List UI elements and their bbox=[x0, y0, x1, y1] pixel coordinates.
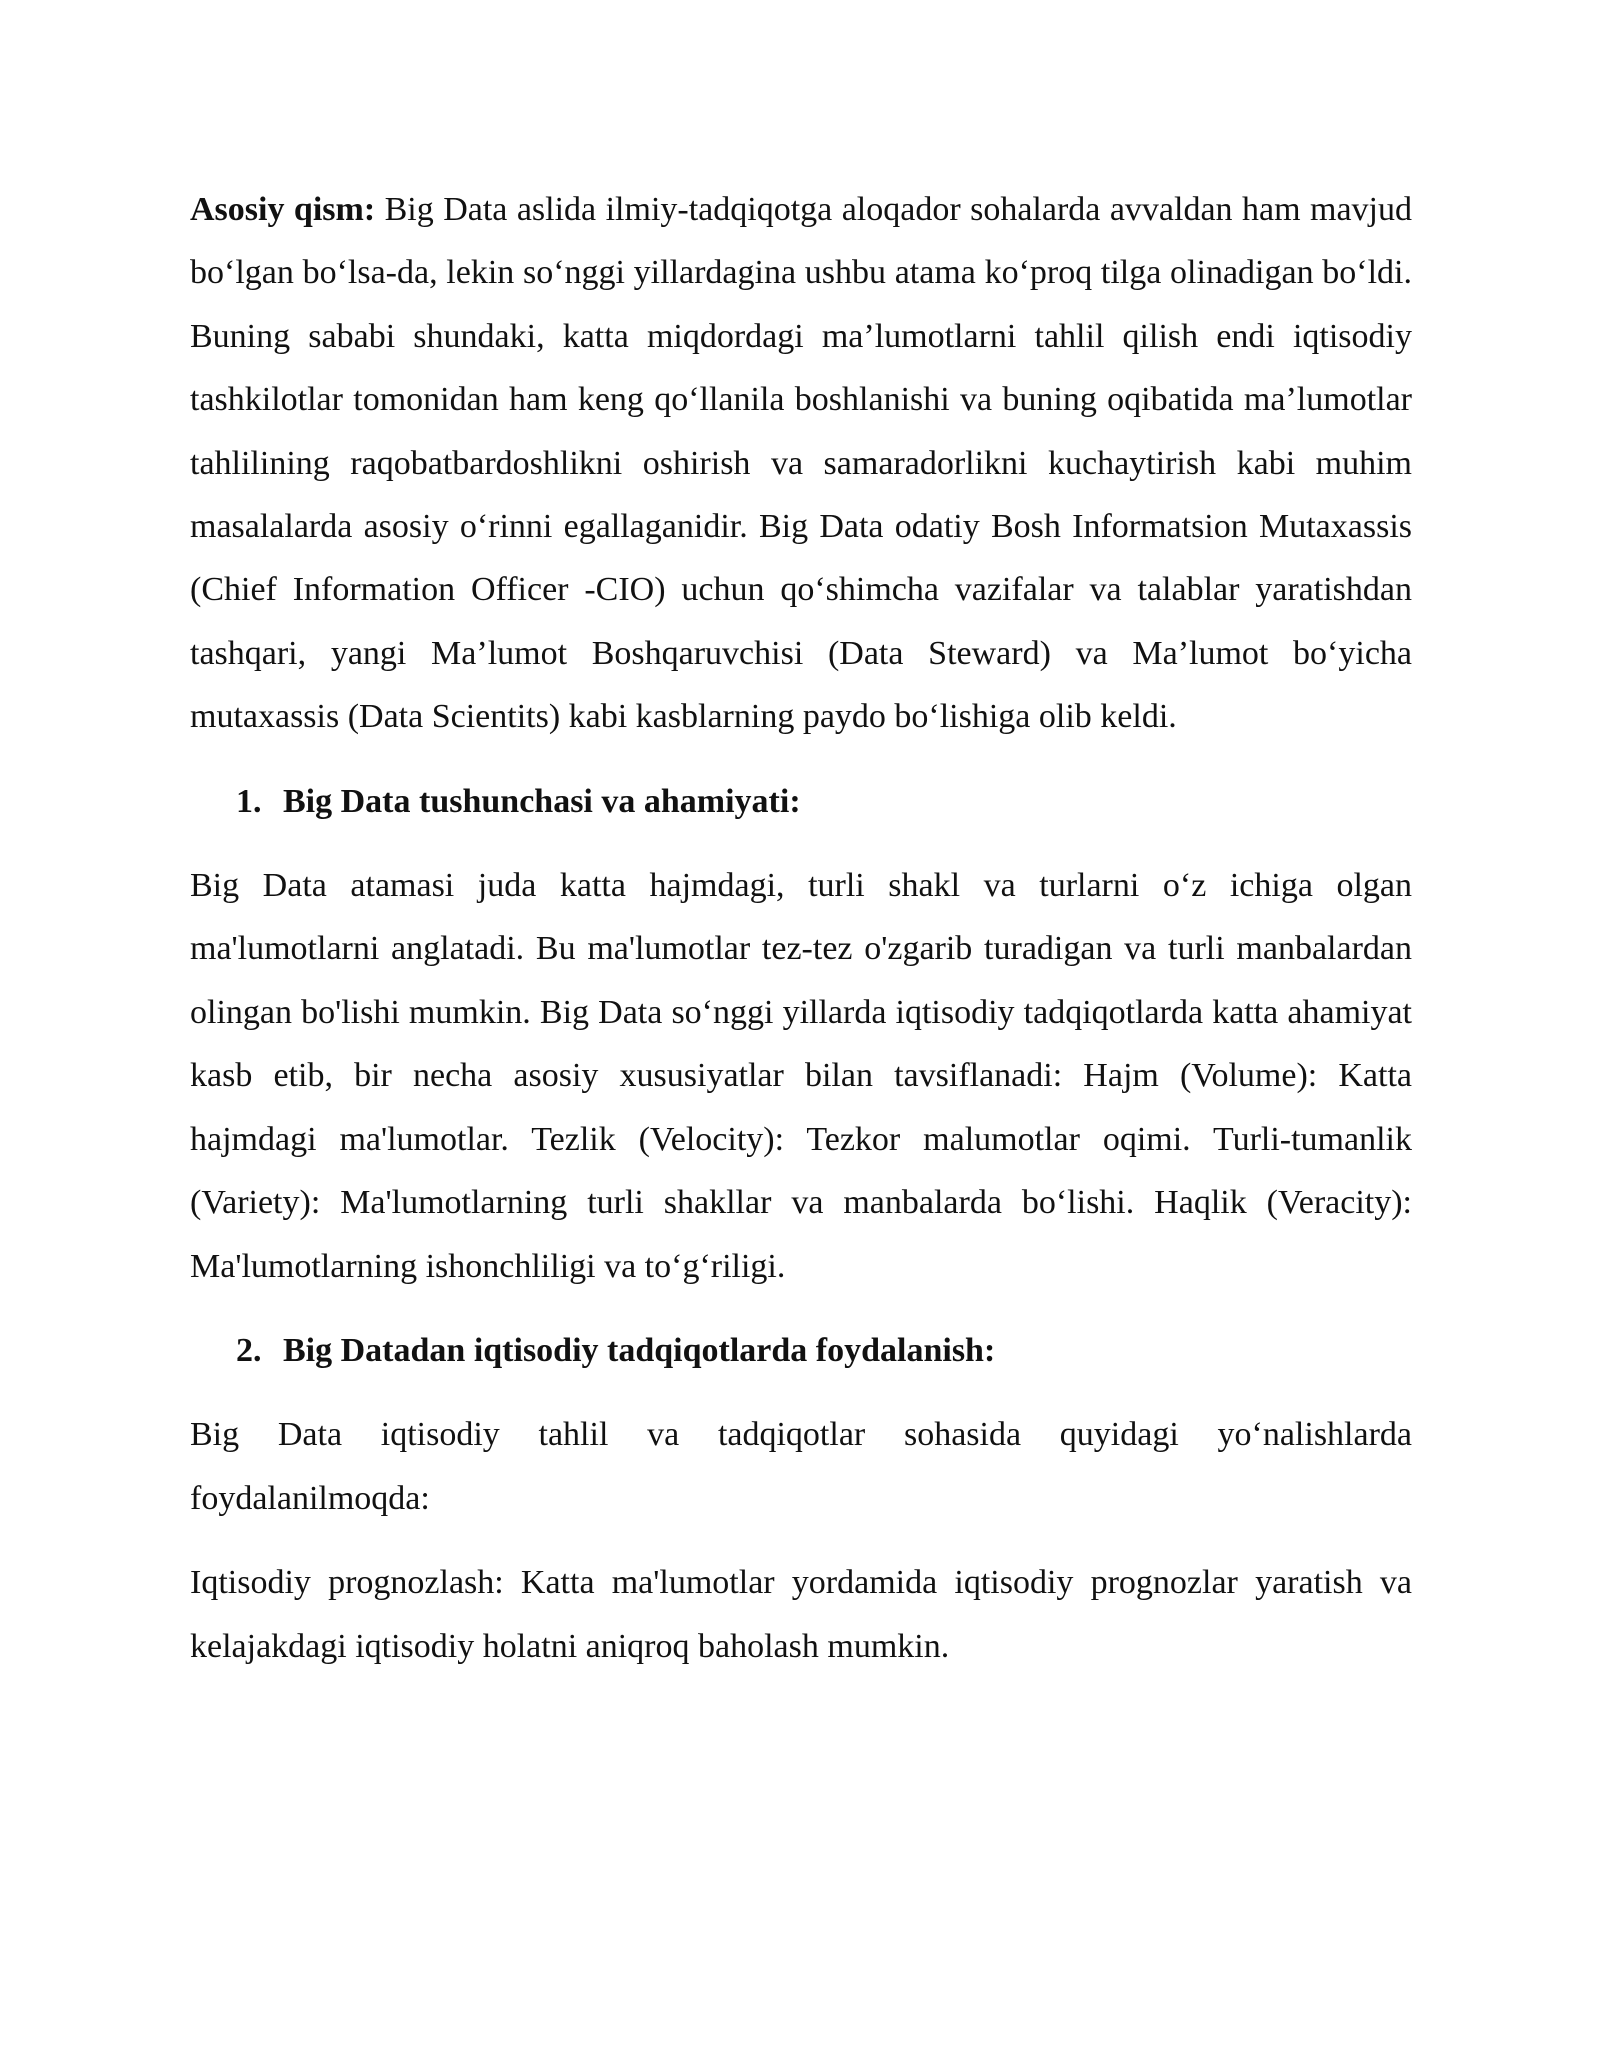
intro-label: Asosiy qism: bbox=[190, 191, 376, 228]
section-1-title: Big Data tushunchasi va ahamiyati: bbox=[283, 782, 801, 820]
document-page bbox=[190, 178, 1412, 1678]
intro-paragraph bbox=[190, 178, 1412, 749]
section-2-title: Big Datadan iqtisodiy tadqiqotlarda foydalanish: bbox=[283, 1331, 996, 1369]
section-2-paragraph: Big Data iqtisodiy tahlil va tadqiqotlar sohasida quyidagi yo‘nalishlarda foydalanilmoqda: bbox=[190, 1416, 1412, 1517]
section-2-heading bbox=[190, 1319, 1412, 1382]
section-2-paragraph-2: Iqtisodiy prognozlash: Katta ma'lumotlar yordamida iqtisodiy prognozlar yaratish va kelajakdagi iqtisodiy holatni aniqroq baholash mumkin. bbox=[190, 1564, 1412, 1665]
section-2-number: 2. bbox=[236, 1331, 262, 1369]
section-1-paragraph: Big Data atamasi juda katta hajmdagi, turli shakl va turlarni o‘z ichiga olgan ma'lumotlarni anglatadi. Bu ma'lumotlar tez-tez o'zgarib turadigan va turli manbalardan olingan bo'lishi mumkin. Big Data so‘nggi yillarda iqtisodiy tadqiqotlarda katta ahamiyat kasb etib, bir necha asosiy xususiyatlar bilan tavsiflanadi: Hajm (Volume): Katta hajmdagi ma'lumotlar. Tezlik (Velocity): Tezkor malumotlar oqimi. Turli-tumanlik (Variety): Ma'lumotlarning turli shakllar va manbalarda bo‘lishi. Haqlik (Veracity): Ma'lumotlarning ishonchliligi va to‘g‘riligi. bbox=[190, 867, 1412, 1285]
section-1-number: 1. bbox=[236, 782, 262, 820]
intro-text: Big Data aslida ilmiy-tadqiqotga aloqador sohalarda avvaldan ham mavjud bo‘lgan bo‘lsa-da, lekin so‘nggi yillardagina ushbu atama ko‘proq tilga olinadigan bo‘ldi. Buning sababi shundaki, katta miqdordagi ma’lumotlarni tahlil qilish endi iqtisodiy tashkilotlar tomonidan ham keng qo‘llanila boshlanishi va buning oqibatida ma’lumotlar tahlilining raqobatbardoshlikni oshirish va samaradorlikni kuchaytirish kabi muhim masalalarda asosiy o‘rinni egallaganidir. Big Data odatiy Bosh Informatsion Mutaxassis (Chief Information Officer -CIO) uchun qo‘shimcha vazifalar va talablar yaratishdan tashqari, yangi Ma’lumot Boshqaruvchisi (Data Steward) va Ma’lumot bo‘yicha mutaxassis (Data Scientits) kabi kasblarning paydo bo‘lishiga olib keldi. bbox=[190, 191, 1412, 736]
section-1-heading bbox=[190, 770, 1412, 833]
